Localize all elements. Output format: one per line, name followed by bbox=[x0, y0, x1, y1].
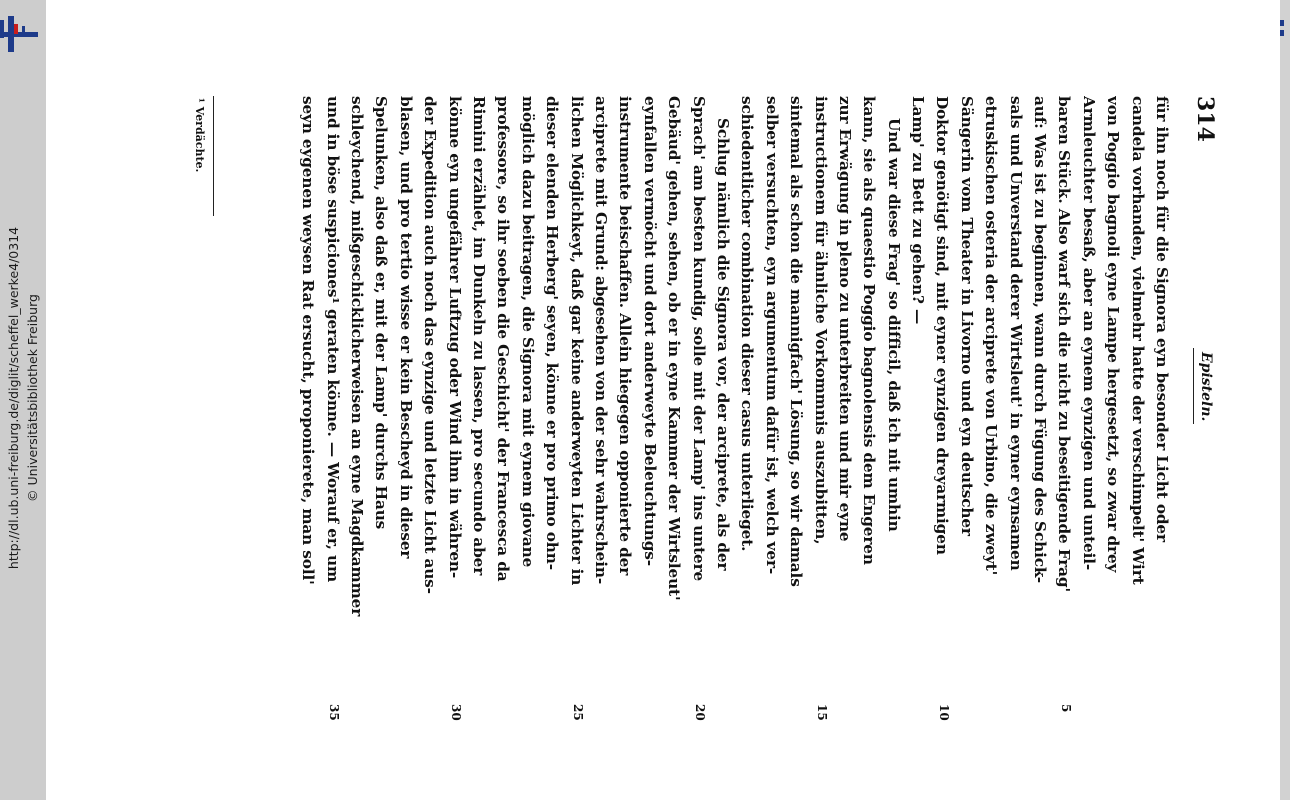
text-line: eynfallen vermöcht und dort anderweyte Beleuchtungs- bbox=[640, 96, 659, 566]
text-line: Sprach' am besten kundig, solle mit der Lamp' ins untere bbox=[689, 96, 708, 582]
line-number: 10 bbox=[937, 704, 951, 721]
text-line: sintemal als schon die mannigfach' Lösung, so wir damals bbox=[787, 96, 806, 587]
text-line: Spelunken, also daß er, mit der Lamp' durchs Haus bbox=[372, 96, 391, 530]
rotated-page-content bbox=[193, 96, 1218, 726]
text-line: Doktor genötigt sind, mit eyner eynzigen dreyarmigen bbox=[933, 96, 952, 555]
line-number: 5 bbox=[1059, 704, 1073, 713]
library-logo-icon bbox=[1280, 20, 1286, 38]
page-header bbox=[1188, 96, 1218, 696]
running-head: Episteln. bbox=[1198, 352, 1214, 422]
line-number: 30 bbox=[449, 704, 463, 721]
text-line: Schlug nämlich die Signora vor, der arciprete, als der bbox=[713, 118, 732, 571]
text-line: sals und Unverstand derer Wirtsleut' in eyner eynsamen bbox=[1006, 96, 1025, 571]
text-line: dieser elenden Herberg' seyen, könne er pro primo ohn- bbox=[543, 96, 562, 570]
text-line: lichen Möglichkeyt, daß gar keine anderweyten Lichter in bbox=[567, 96, 586, 586]
text-line: könne eyn ungefährer Luftzug oder Wind ihm in währen- bbox=[445, 96, 464, 579]
text-line: auf: Was ist zu beginnen, wann durch Fügung des Schick- bbox=[1031, 96, 1050, 583]
line-number: 25 bbox=[571, 704, 585, 721]
text-line: professore, so ihr soeben die Geschicht' der Francesca da bbox=[494, 96, 513, 582]
text-line: Gebäud' gehen, sehen, ob er in eyne Kammer der Wirtsleut' bbox=[665, 96, 684, 601]
text-line: und in böse suspiciones¹ geraten könne. — Worauf er, um bbox=[323, 96, 342, 582]
text-line: der Expedition auch noch das eynzige und letzte Licht aus- bbox=[421, 96, 440, 594]
text-line: von Poggio bagnoli eyne Lampe hergesetzt, so zwar drey bbox=[1104, 96, 1123, 573]
text-line: arciprete mit Grund: abgesehen von der sehr wahrschein- bbox=[592, 96, 611, 585]
source-url[interactable]: http://dl.ub.uni-freiburg.de/diglit/scheffel_werke4/0314 bbox=[6, 226, 21, 570]
text-line: etruskischen osteria der arciprete von Urbino, die zweyt' bbox=[982, 96, 1001, 576]
text-line: selber versuchten, eyn argumentum dafür ist, welch ver- bbox=[762, 96, 781, 575]
text-line: schiedentlicher combination dieser casus unterlieget. bbox=[738, 96, 757, 552]
text-line: Rimini erzählet, im Dunkeln zu lassen, pro secundo aber bbox=[470, 96, 489, 576]
line-number: 35 bbox=[327, 704, 341, 721]
text-line: baren Stück. Also warf sich die nicht zu beseitigende Frag' bbox=[1055, 96, 1074, 593]
text-line: kann, sie als quaestio Poggio bagnolensis dem Engeren bbox=[860, 96, 879, 565]
header-rule bbox=[1193, 348, 1194, 424]
text-line: Und war diese Frag' so difficil, daß ich nit umhin bbox=[884, 118, 903, 532]
text-line: instrumente beischaffen. Allein hiegegen opponierte der bbox=[616, 96, 635, 576]
viewer-left-strip bbox=[0, 0, 46, 800]
footnote-rule bbox=[213, 96, 214, 216]
text-line: möglich dazu beitragen, die Signora mit eynem giovane bbox=[518, 96, 537, 568]
text-line: zur Erwägung in pleno zu unterbreiten und mir eyne bbox=[835, 96, 854, 542]
line-number: 20 bbox=[693, 704, 707, 721]
scanned-page bbox=[46, 0, 1280, 800]
text-line: Armleuchter besaß, aber an eynem eynzigen und unteil- bbox=[1079, 96, 1098, 571]
text-line: Lamp' zu Bett zu gehen? — bbox=[909, 96, 928, 325]
text-line: seyn eygenen weysen Rat ersucht, proponierete, man soll' bbox=[299, 96, 318, 585]
credit-block bbox=[0, 0, 46, 798]
text-line: schleychend, mißgeschicklicherweisen an eyne Magdkammer bbox=[348, 96, 367, 617]
text-line: für ihn noch für die Signora eyn besonder Licht oder bbox=[1153, 96, 1171, 542]
page-number: 314 bbox=[1192, 96, 1218, 142]
text-line: Sängerin vom Theater in Livorno und eyn deutscher bbox=[957, 96, 976, 536]
page-body bbox=[296, 96, 1174, 696]
text-line: blasen, und pro tertio wisse er kein Bescheyd in dieser bbox=[396, 96, 415, 559]
line-number: 15 bbox=[815, 704, 829, 721]
viewer-right-strip bbox=[1280, 0, 1290, 800]
text-line: instructionem für ähnliche Vorkommnis auszubitten, bbox=[811, 96, 830, 545]
text-line: candela vorhanden, vielmehr hatte der verschimpelt' Wirt bbox=[1128, 96, 1147, 585]
footnote: ¹ Verdächte. bbox=[193, 98, 206, 173]
copyright-notice: © Universitätsbibliothek Freiburg bbox=[25, 294, 40, 502]
